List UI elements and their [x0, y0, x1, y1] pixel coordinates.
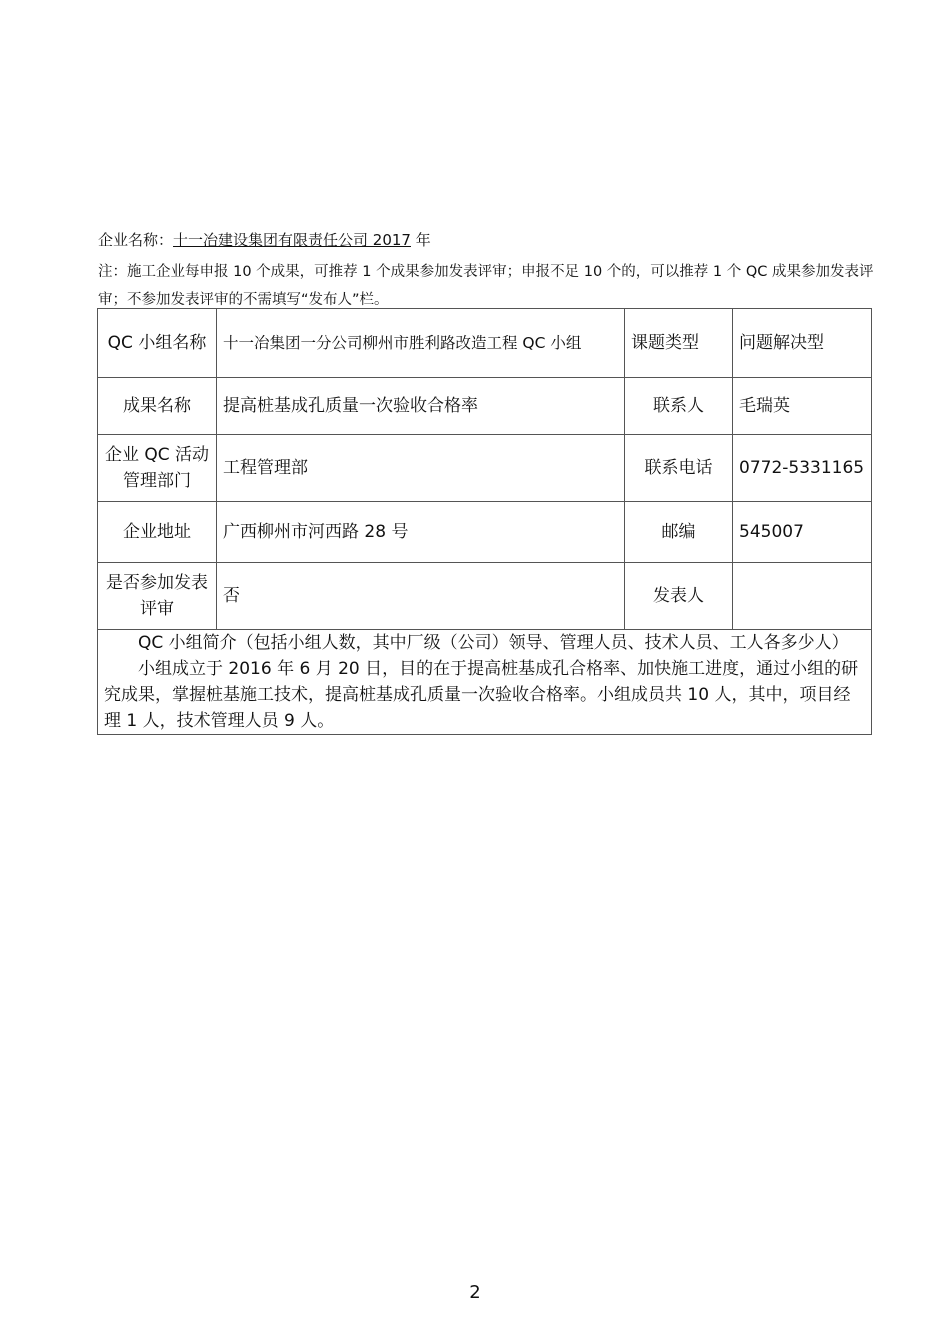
form-row-address — [98, 502, 872, 563]
intro-body: 小组成立于 2016 年 6 月 20 日，目的在于提高桩基成孔合格率、加快施工进度，通过小组的研究成果，掌握桩基施工技术，提高桩基成孔质量一次验收合格率。小组成员共 10 人，其中，项目经理 1 人，技术管理人员 9 人。 — [104, 659, 859, 731]
topic-type-label: 课题类型 — [625, 309, 733, 378]
phone-value: 0772-5331165 — [733, 435, 872, 502]
form-row-group — [98, 309, 872, 378]
group-name-value: 十一冶集团一分公司柳州市胜利路改造工程 QC 小组 — [217, 309, 625, 378]
page-number: 2 — [469, 1282, 481, 1303]
result-name-value: 提高桩基成孔质量一次验收合格率 — [217, 378, 625, 435]
company-line — [98, 230, 431, 250]
presenter-label: 发表人 — [625, 563, 733, 630]
result-name-label: 成果名称 — [98, 378, 217, 435]
form-row-review — [98, 563, 872, 630]
company-year-suffix: 年 — [410, 231, 431, 249]
submission-note: 注：施工企业每申报 10 个成果，可推荐 1 个成果参加发表评审；申报不足 10 个的，可以推荐 1 个 QC 成果参加发表评审；不参加发表评审的不需填写“发布人”栏。 — [98, 264, 874, 308]
postcode-value: 545007 — [733, 502, 872, 563]
postcode-label: 邮编 — [625, 502, 733, 563]
form-row-result — [98, 378, 872, 435]
address-value: 广西柳州市河西路 28 号 — [217, 502, 625, 563]
phone-label: 联系电话 — [625, 435, 733, 502]
intro-heading: QC 小组简介（包括小组人数，其中厂级（公司）领导、管理人员、技术人员、工人各多少人） — [138, 633, 849, 653]
company-name: 十一冶建设集团有限责任公司 2017 — [173, 231, 411, 249]
qc-result-form — [97, 308, 872, 735]
group-name-label: QC 小组名称 — [98, 309, 217, 378]
contact-value: 毛瑞英 — [733, 378, 872, 435]
address-label: 企业地址 — [98, 502, 217, 563]
form-row-intro — [98, 630, 872, 735]
dept-value: 工程管理部 — [217, 435, 625, 502]
presenter-value — [733, 563, 872, 630]
topic-type-value: 问题解决型 — [733, 309, 872, 378]
review-value: 否 — [217, 563, 625, 630]
company-label: 企业名称： — [98, 231, 174, 249]
group-intro-cell — [98, 630, 872, 735]
form-row-dept — [98, 435, 872, 502]
contact-label: 联系人 — [625, 378, 733, 435]
dept-label: 企业 QC 活动管理部门 — [98, 435, 217, 502]
review-label: 是否参加发表评审 — [98, 563, 217, 630]
